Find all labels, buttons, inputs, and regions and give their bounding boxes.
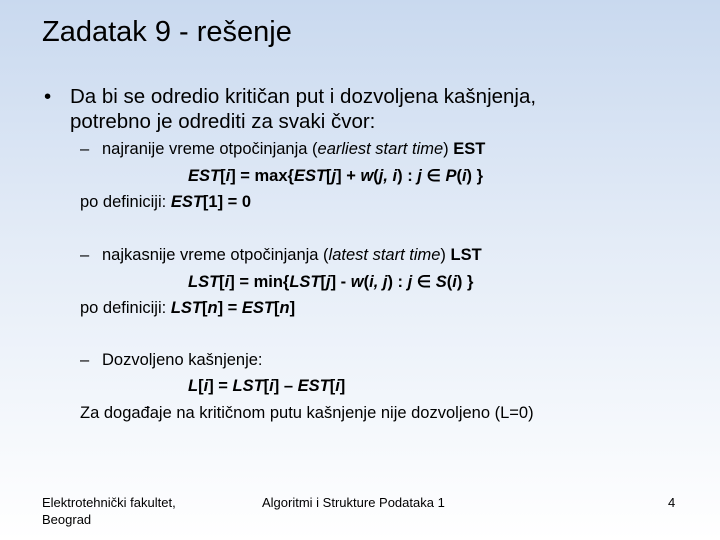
lst-formula: LST[i] = min{LST[j] - w(i, j) : j ∈ S(i) } (188, 273, 474, 291)
delay-subitem (80, 350, 263, 370)
footer-institution-line-1: Elektrotehnički fakultet, (42, 495, 176, 510)
est-dash: – (80, 140, 90, 158)
est-prefix: najranije vreme otpočinjanja ( (102, 140, 318, 158)
footer-course: Algoritmi i Strukture Podataka 1 (262, 495, 445, 510)
est-term: earliest start time (317, 140, 444, 158)
slide-title: Zadatak 9 - rešenje (42, 16, 292, 48)
lst-def-label: po definiciji: (80, 299, 171, 317)
lst-term: latest start time (328, 246, 441, 264)
lst-dash: – (80, 246, 90, 264)
footer-page-number: 4 (668, 495, 676, 510)
est-def-value: EST[1] = 0 (170, 193, 252, 211)
lst-def-value: LST[n] = EST[n] (170, 299, 296, 317)
est-definition (80, 192, 251, 212)
bullet-icon: • (44, 85, 52, 108)
est-formula: EST[i] = max{EST[j] + w(j, i) : j ∈ P(i) } (188, 167, 484, 185)
footer-institution-line-2: Beograd (42, 512, 92, 527)
lst-definition (80, 298, 295, 318)
delay-dash: – (80, 351, 90, 369)
main-bullet-text (70, 84, 670, 134)
main-bullet-line-1: Da bi se odredio kritičan put i dozvoljena kašnjenja, (70, 85, 537, 108)
lst-subitem (80, 245, 482, 265)
est-abbr: EST (453, 140, 486, 158)
lst-suffix: ) (440, 246, 451, 264)
delay-label: Dozvoljeno kašnjenje: (102, 351, 263, 369)
delay-note: Za događaje na kritičnom putu kašnjenje nije dozvoljeno (L=0) (80, 404, 534, 422)
footer-institution (42, 494, 176, 528)
est-suffix: ) (443, 140, 454, 158)
est-def-label: po definiciji: (80, 193, 171, 211)
est-subitem (80, 139, 485, 159)
main-bullet-line-2: potrebno je odrediti za svaki čvor: (70, 110, 376, 133)
lst-prefix: najkasnije vreme otpočinjanja ( (102, 246, 329, 264)
lst-abbr: LST (450, 246, 482, 264)
delay-formula: L[i] = LST[i] – EST[i] (188, 377, 346, 395)
